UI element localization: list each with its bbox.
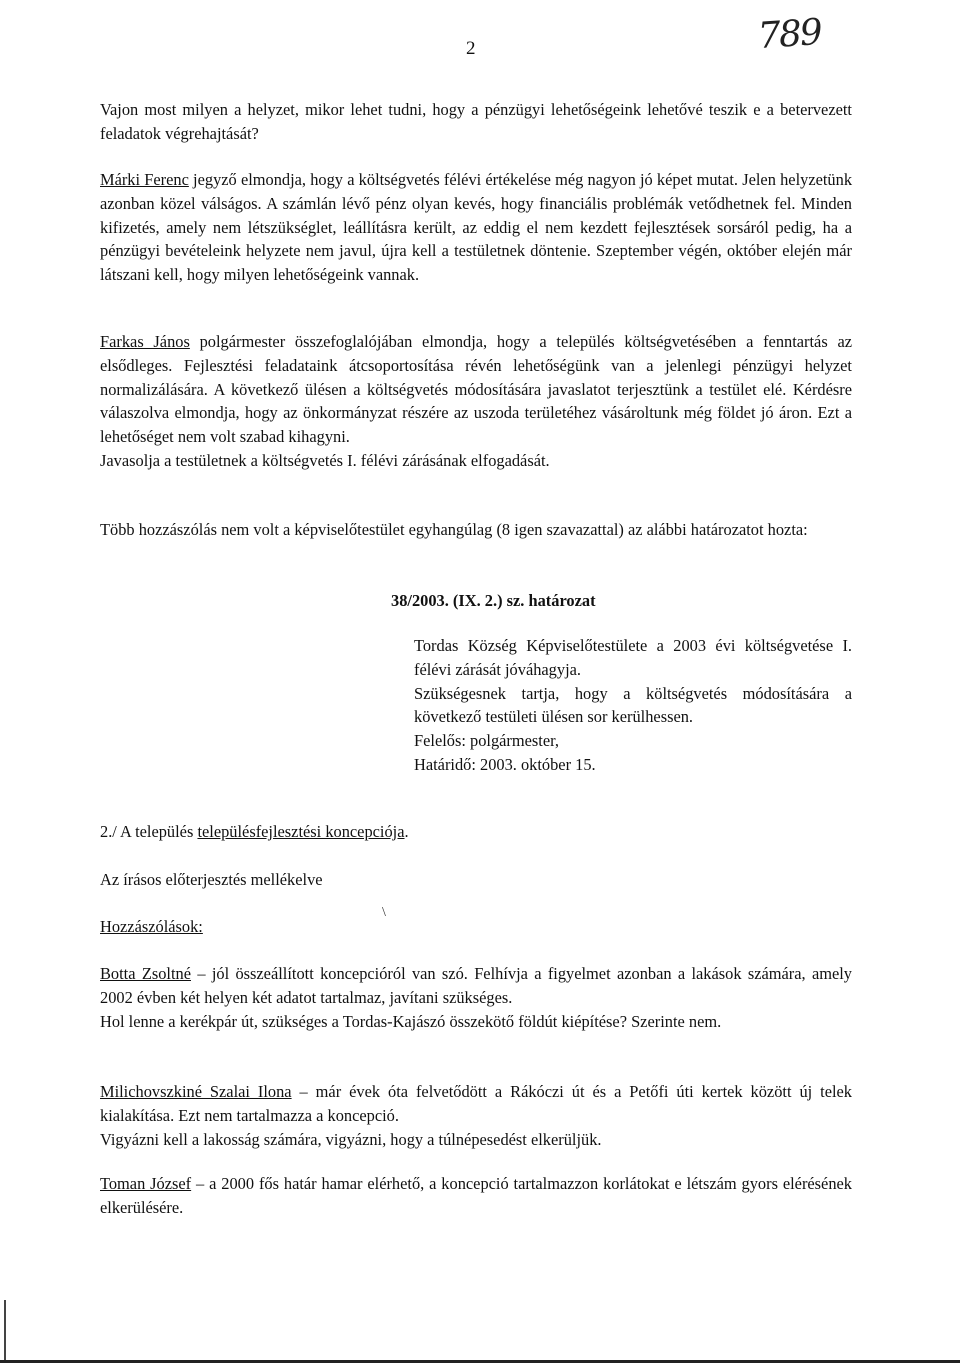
scan-edge-mark <box>4 1300 6 1362</box>
paragraph-vote: Több hozzászólás nem volt a képviselőtestület egyhangúlag (8 igen szavazattal) az alábbi határozatot hozta: <box>100 520 808 539</box>
speaker-name: Botta Zsoltné <box>100 964 191 983</box>
comment-milichovszkine: Milichovszkiné Szalai Ilona – már évek óta felvetődött a Rákóczi út és a Petőfi úti kertek között új telek kialakítása. Ezt nem tartalmazza a koncepció. Vigyázni kell a lakosság számára, vigyázni, hogy a túlnépesedést elkerüljük. <box>100 1082 853 1149</box>
comment-toman: Toman József – a 2000 fős határ hamar elérhető, a koncepció tartalmazzon korlátokat e létszám gyors elérésének elkerülésére. <box>100 1174 853 1217</box>
speaker-name: Milichovszkiné Szalai Ilona <box>100 1082 292 1101</box>
comment-botta: Botta Zsoltné – jól összeállított koncepcióról van szó. Felhívja a figyelmet azonban a lakások számára, amely 2002 évben két helyen két adatot tartalmaz, javítani szükséges. Hol lenne a kerékpár út, szükséges a Tordas-Kajászó összekötő földút kiépítése? Szerinte nem. <box>100 964 852 1031</box>
stray-mark: \ <box>382 905 386 920</box>
paragraph-marki: Márki Ferenc jegyző elmondja, hogy a költségvetés félévi értékelése még nagyon jó képet mutat. Jelen helyzetünk azonban közel válságos. A számlán lévő pénz olyan kevés, hogy financiális problémák vetődhetnek fel. Minden kifizetés, amely nem létszükséglet, leállításra került, az eddig el nem kezdett fejlesztések sorsáról pedig, ha a pénzügyi bevételeink helyzete nem javul, újra kell a testületnek döntenie. Szeptember végén, október elején már látszani kell, hogy milyen lehetőségeink vannak. <box>100 170 853 285</box>
handwritten-page-number: 789 <box>756 11 823 58</box>
speaker-name: Toman József <box>100 1174 192 1193</box>
scan-bottom-edge <box>0 1360 960 1363</box>
resolution-body: Tordas Község Képviselőtestülete a 2003 évi költségvetése I. félévi zárását jóváhagyja. Szükségesnek tartja, hogy a költségvetés módosítására a következő testületi ülésen sor kerülhessen. Felelős: polgármester, Határidő: 2003. október 15. <box>414 636 852 774</box>
comments-heading: Hozzászólások: <box>100 917 203 936</box>
page-number: 2 <box>466 38 476 59</box>
section-heading: 2./ A település településfejlesztési koncepciója. <box>100 822 409 841</box>
paragraph-farkas: Farkas János polgármester összefoglalójában elmondja, hogy a település költségvetésében a fenntartás az elsődleges. Fejlesztési feladataink átcsoportosítása révén lehetőségünk van a jelenlegi pénzügyi helyzet normalizálására. A következő ülésen a költségvetés módosítására javaslatot terjesztünk a testület elé. Kérdésre válaszolva elmondja, hogy az önkormányzat részére az uszoda területéhez vásároltunk még földet jó áron. Ezt a lehetőséget nem volt szabad kihagyni. Javasolja a testületnek a költségvetés I. félévi zárásának elfogadását. <box>100 332 852 470</box>
attachment-note: Az írásos előterjesztés mellékelve <box>100 870 323 889</box>
speaker-name: Farkas János <box>100 332 190 351</box>
resolution-title: 38/2003. (IX. 2.) sz. határozat <box>391 591 596 610</box>
speaker-name: Márki Ferenc <box>100 170 189 189</box>
paragraph-question: Vajon most milyen a helyzet, mikor lehet tudni, hogy a pénzügyi lehetőségeink lehetővé teszik e a betervezett feladatok végrehajtását? <box>100 100 852 143</box>
